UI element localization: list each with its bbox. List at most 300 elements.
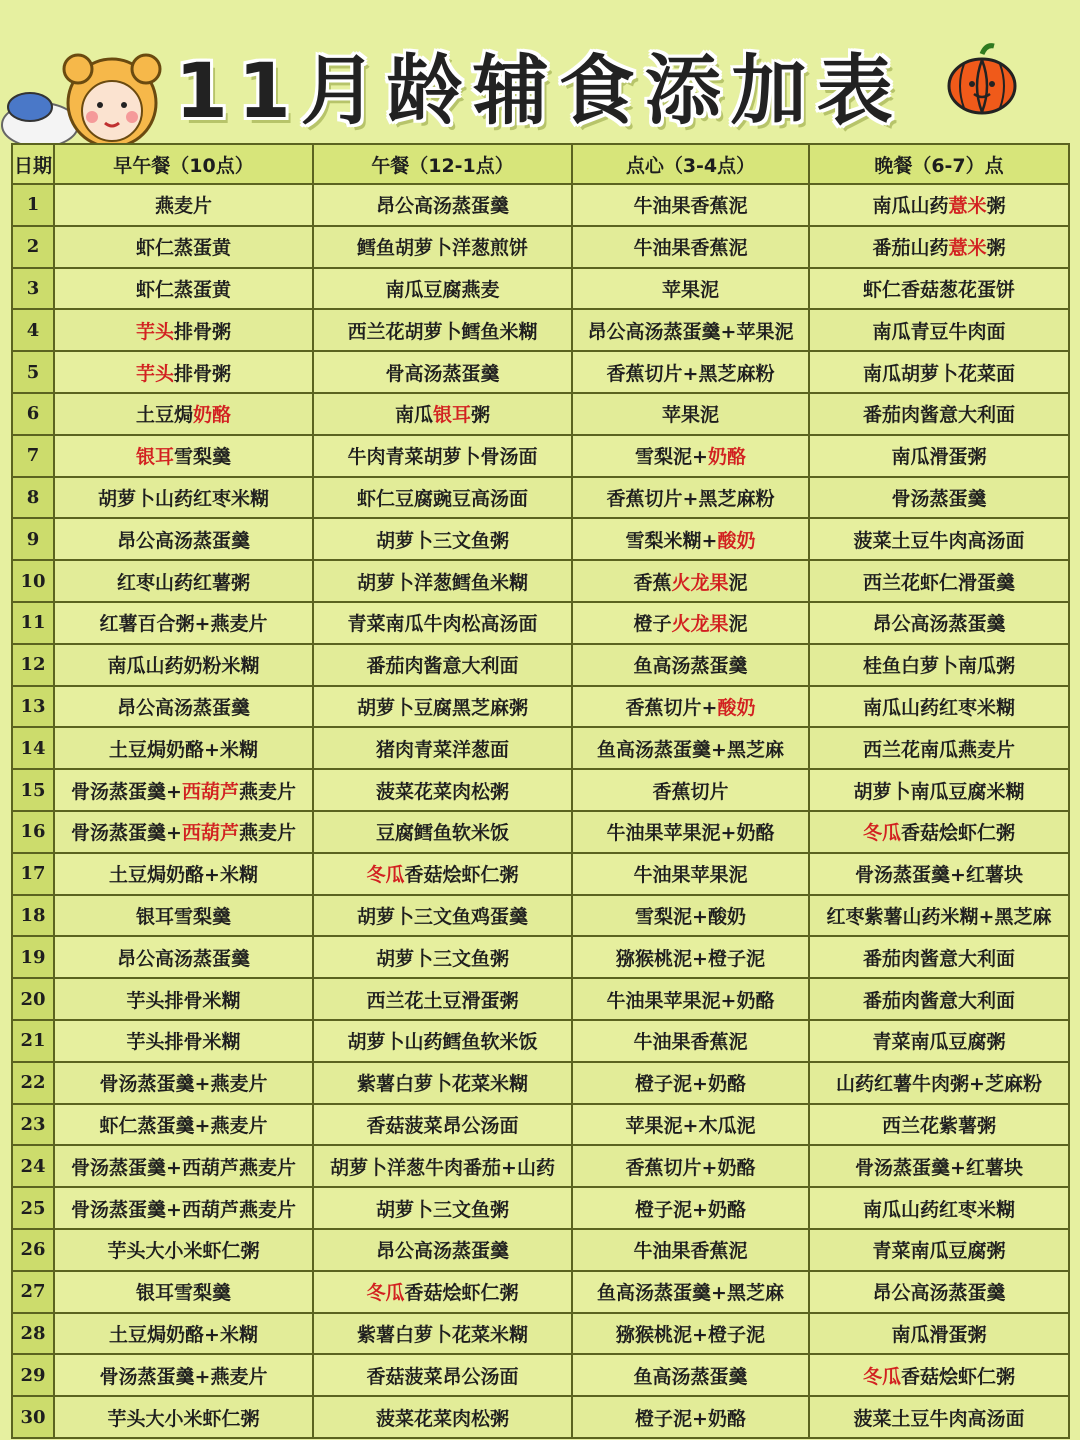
snack-cell	[572, 1313, 809, 1355]
meal-text: 紫薯白萝卜花菜米糊	[356, 1323, 528, 1346]
brunch-cell	[54, 1020, 313, 1062]
table-row	[12, 644, 1069, 686]
dinner-cell	[809, 978, 1069, 1020]
dinner-cell	[809, 184, 1069, 226]
meal-text: 橙子泥+奶酪	[635, 1407, 746, 1430]
snack-cell	[572, 184, 809, 226]
lunch-cell	[313, 1020, 572, 1062]
meal-text: 南瓜滑蛋粥	[891, 446, 987, 469]
meal-text: 昂公高汤蒸蛋羹	[872, 613, 1006, 636]
lunch-cell	[313, 1145, 572, 1187]
meal-text: 胡萝卜豆腐黑芝麻粥	[356, 696, 528, 719]
snack-cell	[572, 811, 809, 853]
table-row	[12, 1062, 1069, 1104]
meal-text: 昂公高汤蒸蛋羹	[116, 696, 250, 719]
snack-cell	[572, 1229, 809, 1271]
snack-cell	[572, 727, 809, 769]
meal-text: 骨汤蒸蛋羹+	[71, 822, 182, 845]
meal-text: 西兰花胡萝卜鳕鱼米糊	[347, 320, 538, 343]
meal-text: 胡萝卜山药红枣米糊	[97, 487, 269, 510]
meal-text: 银耳雪梨羹	[135, 1282, 231, 1305]
meal-text: 菠菜土豆牛肉高汤面	[853, 1407, 1025, 1430]
meal-text: 南瓜胡萝卜花菜面	[862, 362, 1015, 385]
snack-cell	[572, 1062, 809, 1104]
lunch-cell	[313, 1062, 572, 1104]
day-number: 16	[12, 811, 54, 853]
dinner-cell	[809, 686, 1069, 728]
meal-text: 牛油果香蕉泥	[633, 195, 748, 218]
meal-text: 南瓜山药红枣米糊	[862, 696, 1015, 719]
snack-cell	[572, 1104, 809, 1146]
day-number: 10	[12, 560, 54, 602]
table-row	[12, 268, 1069, 310]
snack-cell	[572, 435, 809, 477]
day-number: 2	[12, 226, 54, 268]
brunch-cell	[54, 936, 313, 978]
lunch-cell	[313, 226, 572, 268]
highlighted-ingredient: 西葫芦	[181, 780, 239, 803]
day-number: 19	[12, 936, 54, 978]
day-number: 22	[12, 1062, 54, 1104]
highlighted-ingredient: 冬瓜	[862, 822, 901, 845]
snack-cell	[572, 1187, 809, 1229]
meal-text: 雪梨米糊+	[625, 529, 718, 552]
table-row	[12, 560, 1069, 602]
lunch-cell	[313, 393, 572, 435]
meal-text: 土豆焗奶酪+米糊	[109, 1323, 258, 1346]
brunch-cell	[54, 1104, 313, 1146]
meal-text: 胡萝卜三文鱼鸡蛋羹	[356, 905, 528, 928]
highlighted-ingredient: 酸奶	[717, 696, 756, 719]
day-number: 25	[12, 1187, 54, 1229]
meal-text: 番茄山药	[872, 237, 949, 260]
day-number: 30	[12, 1396, 54, 1438]
day-number: 27	[12, 1271, 54, 1313]
dinner-cell	[809, 477, 1069, 519]
lunch-cell	[313, 1271, 572, 1313]
meal-text: 骨汤蒸蛋羹+	[71, 780, 182, 803]
table-row	[12, 1396, 1069, 1438]
snack-cell	[572, 393, 809, 435]
page-title: 11月龄辅食添加表	[175, 46, 903, 135]
table-row	[12, 1145, 1069, 1187]
meal-text: 骨高汤蒸蛋羹	[385, 362, 500, 385]
meal-text: 菠菜土豆牛肉高汤面	[853, 529, 1025, 552]
meal-text: 粥	[471, 404, 491, 427]
meal-text: 泥	[728, 571, 748, 594]
meal-text: 香菇烩虾仁粥	[404, 1282, 519, 1305]
meal-text: 虾仁蒸蛋黄	[135, 278, 231, 301]
day-number: 15	[12, 769, 54, 811]
day-number: 21	[12, 1020, 54, 1062]
meal-text: 苹果泥	[661, 404, 719, 427]
meal-text: 胡萝卜三文鱼粥	[375, 529, 509, 552]
brunch-cell	[54, 393, 313, 435]
meal-text: 胡萝卜山药鳕鱼软米饭	[347, 1031, 538, 1054]
header-row	[12, 144, 1069, 184]
lunch-cell	[313, 477, 572, 519]
meal-text: 燕麦片	[238, 822, 296, 845]
day-number: 9	[12, 518, 54, 560]
snack-cell	[572, 1020, 809, 1062]
lunch-cell	[313, 1187, 572, 1229]
highlighted-ingredient: 火龙果	[671, 571, 729, 594]
brunch-cell	[54, 602, 313, 644]
brunch-cell	[54, 560, 313, 602]
dinner-cell	[809, 602, 1069, 644]
meal-text: 昂公高汤蒸蛋羹	[872, 1282, 1006, 1305]
dinner-cell	[809, 644, 1069, 686]
meal-text: 橙子泥+奶酪	[635, 1073, 746, 1096]
meal-text: 粥	[986, 237, 1006, 260]
meal-text: 虾仁豆腐豌豆高汤面	[356, 487, 528, 510]
meal-text: 土豆焗奶酪+米糊	[109, 738, 258, 761]
meal-text: 香蕉切片+	[625, 696, 718, 719]
snack-cell	[572, 226, 809, 268]
day-number: 28	[12, 1313, 54, 1355]
meal-text: 牛油果苹果泥	[633, 864, 748, 887]
brunch-cell	[54, 686, 313, 728]
day-number: 24	[12, 1145, 54, 1187]
dinner-cell	[809, 727, 1069, 769]
day-number: 1	[12, 184, 54, 226]
table-row	[12, 1271, 1069, 1313]
lunch-cell	[313, 1396, 572, 1438]
meal-text: 牛肉青菜胡萝卜骨汤面	[347, 446, 538, 469]
table-row	[12, 978, 1069, 1020]
table-row	[12, 1020, 1069, 1062]
meal-text: 猪肉青菜洋葱面	[375, 738, 509, 761]
table-body	[12, 184, 1069, 1438]
meal-text: 菠菜花菜肉松粥	[375, 1407, 509, 1430]
snack-cell	[572, 686, 809, 728]
snack-cell	[572, 309, 809, 351]
dinner-cell	[809, 1020, 1069, 1062]
meal-text: 骨汤蒸蛋羹+红薯块	[855, 1156, 1023, 1179]
meal-text: 虾仁香菇葱花蛋饼	[862, 278, 1015, 301]
brunch-cell	[54, 644, 313, 686]
meal-text: 银耳雪梨羹	[135, 905, 231, 928]
meal-text: 南瓜山药奶粉米糊	[107, 655, 260, 678]
day-number: 26	[12, 1229, 54, 1271]
header-lunch: 午餐（12-1点）	[313, 144, 572, 184]
meal-text: 南瓜滑蛋粥	[891, 1323, 987, 1346]
dinner-cell	[809, 435, 1069, 477]
meal-text: 橙子	[633, 613, 672, 636]
meal-text: 土豆焗	[135, 404, 193, 427]
day-number: 17	[12, 853, 54, 895]
dinner-cell	[809, 1104, 1069, 1146]
meal-text: 鳕鱼胡萝卜洋葱煎饼	[356, 237, 528, 260]
meal-text: 牛油果香蕉泥	[633, 237, 748, 260]
meal-text: 排骨粥	[174, 320, 232, 343]
meal-text: 芋头大小米虾仁粥	[107, 1240, 260, 1263]
meal-text: 南瓜	[394, 404, 433, 427]
snack-cell	[572, 1271, 809, 1313]
day-number: 13	[12, 686, 54, 728]
meal-schedule-table	[11, 143, 1070, 1439]
meal-text: 香菇烩虾仁粥	[404, 864, 519, 887]
table-row	[12, 518, 1069, 560]
brunch-cell	[54, 1354, 313, 1396]
meal-text: 香菇烩虾仁粥	[901, 1365, 1016, 1388]
day-number: 11	[12, 602, 54, 644]
meal-text: 燕麦片	[238, 780, 296, 803]
highlighted-ingredient: 薏米	[948, 237, 987, 260]
meal-text: 牛油果苹果泥+奶酪	[606, 822, 775, 845]
snack-cell	[572, 769, 809, 811]
lunch-cell	[313, 184, 572, 226]
meal-text: 番茄肉酱意大利面	[862, 989, 1015, 1012]
brunch-cell	[54, 184, 313, 226]
brunch-cell	[54, 1271, 313, 1313]
brunch-cell	[54, 895, 313, 937]
table-row	[12, 811, 1069, 853]
brunch-cell	[54, 477, 313, 519]
day-number: 4	[12, 309, 54, 351]
table-row	[12, 309, 1069, 351]
meal-text: 菠菜花菜肉松粥	[375, 780, 509, 803]
meal-text: 雪梨羹	[174, 446, 232, 469]
meal-text: 雪梨泥+	[635, 446, 708, 469]
dinner-cell	[809, 1271, 1069, 1313]
snack-cell	[572, 602, 809, 644]
lunch-cell	[313, 1313, 572, 1355]
snack-cell	[572, 477, 809, 519]
highlighted-ingredient: 冬瓜	[862, 1365, 901, 1388]
brunch-cell	[54, 226, 313, 268]
meal-text: 香蕉切片+奶酪	[625, 1156, 756, 1179]
brunch-cell	[54, 727, 313, 769]
meal-text: 胡萝卜洋葱鳕鱼米糊	[356, 571, 528, 594]
meal-text: 番茄肉酱意大利面	[366, 655, 519, 678]
meal-text: 橙子泥+奶酪	[635, 1198, 746, 1221]
day-number: 20	[12, 978, 54, 1020]
title-area	[0, 0, 1080, 145]
brunch-cell	[54, 1313, 313, 1355]
day-number: 7	[12, 435, 54, 477]
meal-text: 鱼高汤蒸蛋羹+黑芝麻	[597, 738, 784, 761]
lunch-cell	[313, 1104, 572, 1146]
meal-text: 牛油果香蕉泥	[633, 1240, 748, 1263]
table-row	[12, 393, 1069, 435]
highlighted-ingredient: 酸奶	[717, 529, 756, 552]
dinner-cell	[809, 769, 1069, 811]
meal-text: 牛油果香蕉泥	[633, 1031, 748, 1054]
dinner-cell	[809, 936, 1069, 978]
brunch-cell	[54, 853, 313, 895]
meal-text: 骨汤蒸蛋羹+西葫芦燕麦片	[71, 1198, 296, 1221]
day-number: 5	[12, 351, 54, 393]
meal-text: 泥	[728, 613, 748, 636]
meal-text: 胡萝卜洋葱牛肉番茄+山药	[330, 1156, 555, 1179]
brunch-cell	[54, 978, 313, 1020]
brunch-cell	[54, 518, 313, 560]
meal-text: 青菜南瓜豆腐粥	[872, 1031, 1006, 1054]
meal-text: 红枣山药红薯粥	[116, 571, 250, 594]
table-row	[12, 477, 1069, 519]
meal-text: 苹果泥+木瓜泥	[625, 1114, 756, 1137]
highlighted-ingredient: 冬瓜	[366, 864, 405, 887]
dinner-cell	[809, 1187, 1069, 1229]
lunch-cell	[313, 895, 572, 937]
meal-text: 鱼高汤蒸蛋羹	[633, 1365, 748, 1388]
meal-text: 骨汤蒸蛋羹+燕麦片	[99, 1365, 268, 1388]
meal-text: 土豆焗奶酪+米糊	[109, 864, 258, 887]
header-brunch: 早午餐（10点）	[54, 144, 313, 184]
lunch-cell	[313, 686, 572, 728]
day-number: 14	[12, 727, 54, 769]
dinner-cell	[809, 1396, 1069, 1438]
meal-text: 香菇菠菜昂公汤面	[366, 1365, 519, 1388]
dinner-cell	[809, 1145, 1069, 1187]
meal-text: 芋头大小米虾仁粥	[107, 1407, 260, 1430]
meal-text: 胡萝卜三文鱼粥	[375, 1198, 509, 1221]
highlighted-ingredient: 芋头	[135, 320, 174, 343]
snack-cell	[572, 978, 809, 1020]
highlighted-ingredient: 奶酪	[193, 404, 232, 427]
meal-text: 南瓜山药	[872, 195, 949, 218]
dinner-cell	[809, 393, 1069, 435]
lunch-cell	[313, 936, 572, 978]
meal-text: 红薯百合粥+燕麦片	[99, 613, 268, 636]
header-snack: 点心（3-4点）	[572, 144, 809, 184]
table-row	[12, 1354, 1069, 1396]
snack-cell	[572, 268, 809, 310]
meal-text: 山药红薯牛肉粥+芝麻粉	[836, 1073, 1042, 1096]
meal-text: 虾仁蒸蛋黄	[135, 237, 231, 260]
brunch-cell	[54, 769, 313, 811]
day-number: 3	[12, 268, 54, 310]
lunch-cell	[313, 435, 572, 477]
meal-text: 西兰花南瓜燕麦片	[862, 738, 1015, 761]
meal-text: 燕麦片	[154, 195, 212, 218]
meal-text: 昂公高汤蒸蛋羹	[375, 1240, 509, 1263]
table-row	[12, 853, 1069, 895]
meal-text: 虾仁蒸蛋羹+燕麦片	[99, 1114, 268, 1137]
table-row	[12, 686, 1069, 728]
table-row	[12, 351, 1069, 393]
meal-text: 红枣紫薯山药米糊+黑芝麻	[826, 905, 1052, 928]
snack-cell	[572, 936, 809, 978]
lunch-cell	[313, 853, 572, 895]
table-row	[12, 602, 1069, 644]
dinner-cell	[809, 268, 1069, 310]
lunch-cell	[313, 1354, 572, 1396]
brunch-cell	[54, 1187, 313, 1229]
brunch-cell	[54, 1229, 313, 1271]
day-number: 8	[12, 477, 54, 519]
meal-text: 西兰花紫薯粥	[881, 1114, 996, 1137]
meal-text: 粥	[986, 195, 1006, 218]
meal-text: 芋头排骨米糊	[126, 1031, 241, 1054]
meal-text: 昂公高汤蒸蛋羹+苹果泥	[587, 320, 794, 343]
lunch-cell	[313, 644, 572, 686]
dinner-cell	[809, 853, 1069, 895]
meal-text: 牛油果苹果泥+奶酪	[606, 989, 775, 1012]
highlighted-ingredient: 冬瓜	[366, 1282, 405, 1305]
day-number: 29	[12, 1354, 54, 1396]
meal-text: 西兰花虾仁滑蛋羹	[862, 571, 1015, 594]
meal-text: 香蕉切片	[652, 780, 729, 803]
meal-text: 南瓜豆腐燕麦	[385, 278, 500, 301]
meal-text: 雪梨泥+酸奶	[635, 905, 746, 928]
snack-cell	[572, 1145, 809, 1187]
dinner-cell	[809, 226, 1069, 268]
snack-cell	[572, 895, 809, 937]
highlighted-ingredient: 奶酪	[707, 446, 746, 469]
lunch-cell	[313, 727, 572, 769]
table-row	[12, 1229, 1069, 1271]
day-number: 12	[12, 644, 54, 686]
meal-text: 紫薯白萝卜花菜米糊	[356, 1073, 528, 1096]
dinner-cell	[809, 309, 1069, 351]
dinner-cell	[809, 351, 1069, 393]
highlighted-ingredient: 薏米	[948, 195, 987, 218]
table-row	[12, 769, 1069, 811]
brunch-cell	[54, 1145, 313, 1187]
meal-text: 胡萝卜三文鱼粥	[375, 947, 509, 970]
lunch-cell	[313, 602, 572, 644]
meal-text: 芋头排骨米糊	[126, 989, 241, 1012]
table-row	[12, 184, 1069, 226]
brunch-cell	[54, 435, 313, 477]
meal-text: 骨汤蒸蛋羹+红薯块	[855, 864, 1023, 887]
day-number: 23	[12, 1104, 54, 1146]
brunch-cell	[54, 811, 313, 853]
meal-text: 香菇菠菜昂公汤面	[366, 1114, 519, 1137]
brunch-cell	[54, 268, 313, 310]
table-row	[12, 1187, 1069, 1229]
lunch-cell	[313, 978, 572, 1020]
table-row	[12, 226, 1069, 268]
bear-mascot-icon	[0, 45, 180, 155]
lunch-cell	[313, 268, 572, 310]
meal-text: 豆腐鳕鱼软米饭	[375, 822, 509, 845]
brunch-cell	[54, 309, 313, 351]
table-row	[12, 895, 1069, 937]
meal-text: 青菜南瓜豆腐粥	[872, 1240, 1006, 1263]
highlighted-ingredient: 西葫芦	[181, 822, 239, 845]
meal-text: 香蕉	[633, 571, 672, 594]
table-row	[12, 1313, 1069, 1355]
lunch-cell	[313, 769, 572, 811]
snack-cell	[572, 351, 809, 393]
highlighted-ingredient: 火龙果	[671, 613, 729, 636]
meal-text: 骨汤蒸蛋羹+西葫芦燕麦片	[71, 1156, 296, 1179]
dinner-cell	[809, 560, 1069, 602]
dinner-cell	[809, 1354, 1069, 1396]
dinner-cell	[809, 1313, 1069, 1355]
highlighted-ingredient: 芋头	[135, 362, 174, 385]
dinner-cell	[809, 1229, 1069, 1271]
meal-text: 鱼高汤蒸蛋羹+黑芝麻	[597, 1282, 784, 1305]
meal-text: 番茄肉酱意大利面	[862, 947, 1015, 970]
snack-cell	[572, 853, 809, 895]
meal-text: 昂公高汤蒸蛋羹	[116, 529, 250, 552]
table-row	[12, 1104, 1069, 1146]
lunch-cell	[313, 811, 572, 853]
meal-text: 昂公高汤蒸蛋羹	[375, 195, 509, 218]
meal-text: 猕猴桃泥+橙子泥	[616, 947, 765, 970]
header-dinner: 晚餐（6-7）点	[809, 144, 1069, 184]
meal-text: 排骨粥	[174, 362, 232, 385]
meal-text: 南瓜青豆牛肉面	[872, 320, 1006, 343]
meal-text: 骨汤蒸蛋羹	[891, 487, 987, 510]
table-row	[12, 936, 1069, 978]
table-row	[12, 435, 1069, 477]
lunch-cell	[313, 518, 572, 560]
